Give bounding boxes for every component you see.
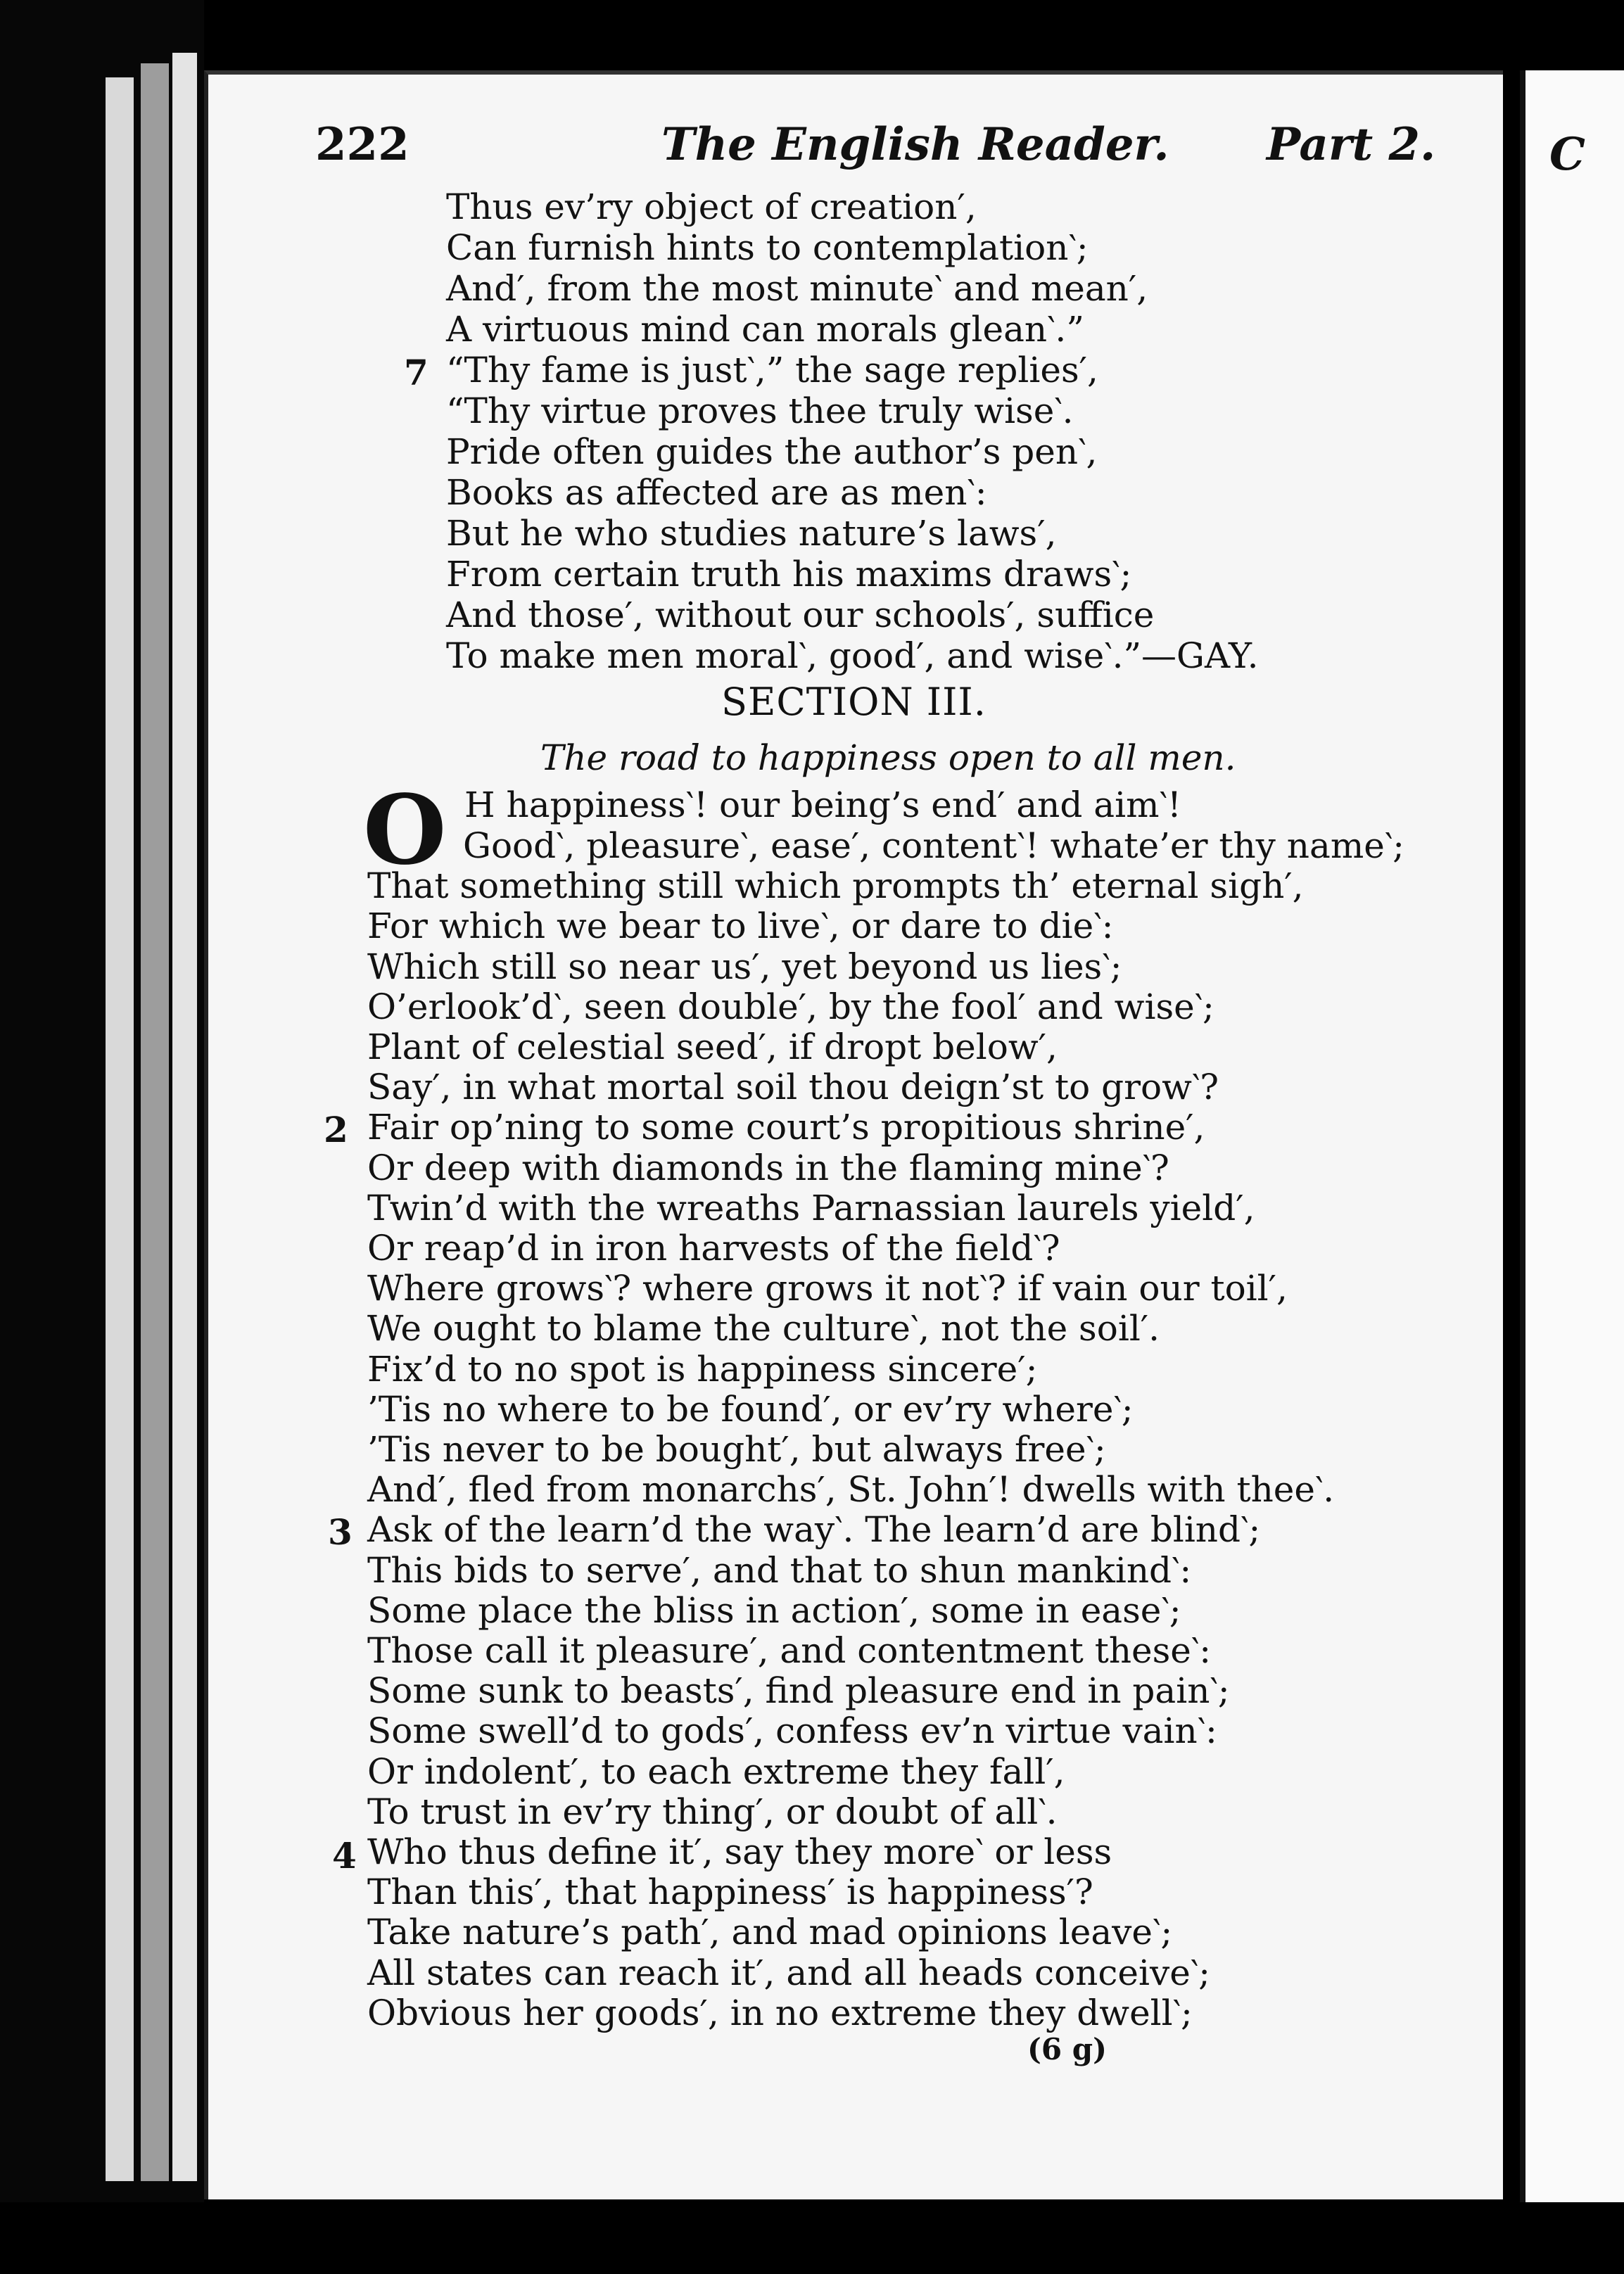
section-subtitle: The road to happiness open to all men. — [540, 737, 1236, 778]
poem-line: Good‵, pleasure‵, ease′, content‵! whate’er thy name‵; — [463, 825, 1405, 866]
poem-line: Thus ev’ry object of creation′, — [446, 186, 977, 227]
poem-line: Ask of the learn’d the way‵. The learn’d are blind‵; — [367, 1509, 1261, 1551]
poem-line: Where grows‵? where grows it not‵? if vain our toil′, — [367, 1268, 1288, 1309]
poem-line: This bids to serve′, and that to shun mankind‵: — [367, 1549, 1192, 1591]
stanza-number: 2 — [324, 1109, 348, 1150]
poem-line: To make men moral‵, good′, and wise‵.”—GAY. — [446, 635, 1259, 676]
poem-line: Pride often guides the author’s pen‵, — [446, 431, 1098, 472]
poem-line: We ought to blame the culture‵, not the soil′. — [367, 1308, 1160, 1349]
poem-line: Some swell’d to gods′, confess ev’n virtue vain‵: — [367, 1710, 1217, 1752]
page-edge — [106, 77, 134, 2181]
poem-line: Take nature’s path′, and mad opinions leave‵; — [367, 1912, 1173, 1953]
poem-line: Some sunk to beasts′, find pleasure end in pain‵; — [367, 1670, 1230, 1712]
poem-line: Fair op’ning to some court’s propitious shrine′, — [367, 1107, 1205, 1148]
drop-cap: O — [363, 774, 447, 887]
poem-line: But he who studies nature’s laws′, — [446, 513, 1057, 554]
poem-line: “Thy virtue proves thee truly wise‵. — [446, 390, 1074, 431]
poem-line: And′, from the most minute‵ and mean′, — [446, 268, 1148, 309]
poem-line: Who thus define it′, say they more‵ or less — [367, 1831, 1112, 1872]
poem-line: From certain truth his maxims draws‵; — [446, 554, 1132, 595]
poem-line: A virtuous mind can morals glean‵.” — [446, 309, 1084, 350]
poem-line: Fix’d to no spot is happiness sincere′; — [367, 1348, 1038, 1390]
right-page-fragment: C — [1549, 128, 1585, 181]
poem-line: ’Tis never to be bought′, but always free‵; — [367, 1429, 1106, 1470]
book-title: The English Reader. — [661, 118, 1169, 171]
poem-line: Obvious her goods′, in no extreme they dwell‵; — [367, 1992, 1193, 2033]
signature-mark: (6 g) — [1027, 2032, 1107, 2066]
poem-line: Books as affected are as men‵: — [446, 472, 987, 513]
stanza-number: 4 — [332, 1835, 357, 1876]
right-page — [1520, 70, 1624, 2202]
scan-border — [0, 2202, 1624, 2274]
poem-line: H happiness‵! our being’s end′ and aim‵! — [464, 785, 1181, 825]
poem-line: For which we bear to live‵, or dare to die‵: — [367, 906, 1114, 947]
poem-line: “Thy fame is just‵,” the sage replies′, — [446, 350, 1098, 390]
page-edge — [172, 53, 197, 2181]
poem-line: And′, fled from monarchs′, St. John′! dwells with thee‵. — [367, 1469, 1335, 1511]
poem-line: Say′, in what mortal soil thou deign’st to grow‵? — [367, 1067, 1219, 1108]
poem-line: Or reap’d in iron harvests of the field‵? — [367, 1228, 1060, 1269]
part-label: Part 2. — [1267, 118, 1436, 171]
poem-line: Those call it pleasure′, and contentment these‵: — [367, 1630, 1212, 1671]
poem-line: To trust in ev’ry thing′, or doubt of all‵. — [367, 1791, 1058, 1832]
poem-line: ’Tis no where to be found′, or ev’ry where‵; — [367, 1388, 1134, 1430]
stanza-number: 7 — [404, 352, 429, 393]
poem-line: Some place the bliss in action′, some in ease‵; — [367, 1589, 1181, 1631]
poem-line: Plant of celestial seed′, if dropt below′, — [367, 1027, 1058, 1067]
poem-line: All states can reach it′, and all heads conceive‵; — [367, 1952, 1210, 1993]
poem-line: Or indolent′, to each extreme they fall′, — [367, 1751, 1065, 1792]
poem-line: Than this′, that happiness′ is happiness′? — [367, 1872, 1093, 1913]
poem-line: Twin’d with the wreaths Parnassian laurels yield′, — [367, 1187, 1255, 1228]
poem-line: Can furnish hints to contemplation‵; — [446, 227, 1089, 268]
page-edge — [141, 63, 169, 2181]
stanza-number: 3 — [328, 1511, 353, 1553]
poem-line: And those′, without our schools′, suffice — [446, 595, 1155, 635]
poem-line: O’erlook’d‵, seen double′, by the fool′ and wise‵; — [367, 986, 1214, 1027]
page-number: 222 — [315, 118, 410, 171]
poem-line: That something still which prompts th’ eternal sigh′, — [367, 865, 1304, 907]
poem-line: Which still so near us′, yet beyond us lies‵; — [367, 946, 1122, 987]
poem-line: Or deep with diamonds in the flaming mine‵? — [367, 1147, 1169, 1188]
section-heading: SECTION III. — [721, 680, 987, 724]
